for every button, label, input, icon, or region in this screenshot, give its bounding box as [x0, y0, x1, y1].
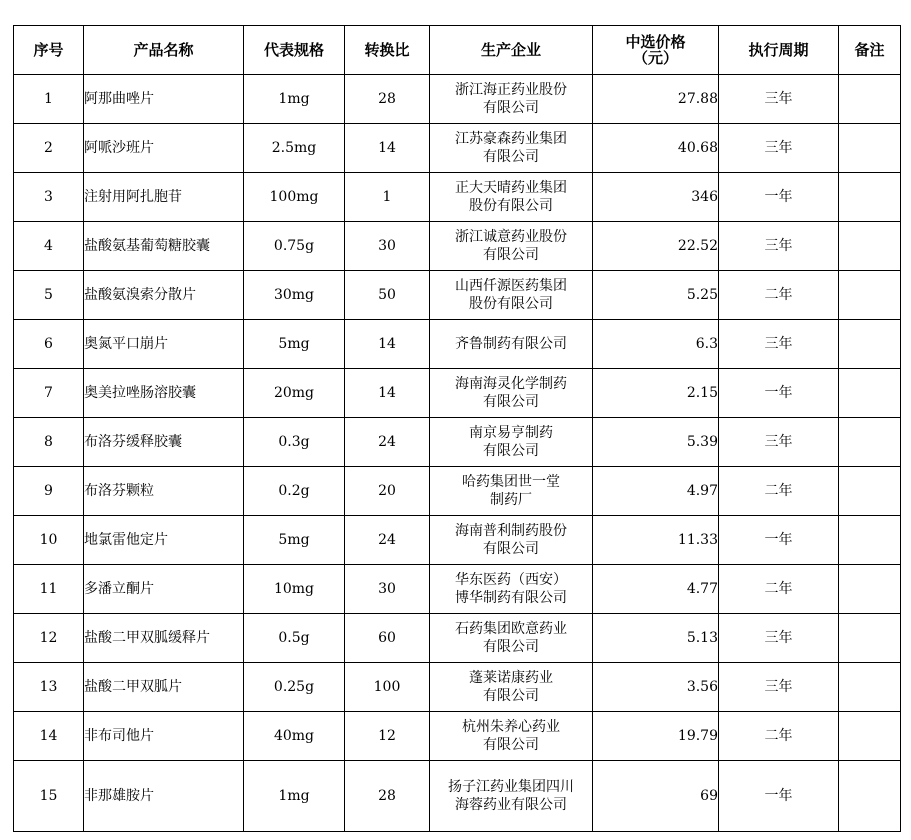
product-name: 盐酸氨溴索分散片	[84, 271, 244, 320]
row-number: 3	[14, 173, 84, 222]
row-number: 1	[14, 75, 84, 124]
spec-cell: 20mg	[244, 369, 345, 418]
row-number: 7	[14, 369, 84, 418]
price-cell: 69	[593, 761, 719, 832]
remark-cell	[839, 467, 901, 516]
table-row	[14, 369, 901, 418]
spec-cell: 2.5mg	[244, 124, 345, 173]
table-row	[14, 467, 901, 516]
table-row	[14, 663, 901, 712]
remark-cell	[839, 663, 901, 712]
price-cell: 3.56	[593, 663, 719, 712]
remark-cell	[839, 320, 901, 369]
spec-cell: 0.5g	[244, 614, 345, 663]
price-cell: 5.39	[593, 418, 719, 467]
table-row	[14, 222, 901, 271]
manufacturer-line2: 有限公司	[483, 688, 539, 704]
price-cell: 27.88	[593, 75, 719, 124]
product-name: 注射用阿扎胞苷	[84, 173, 244, 222]
manufacturer-cell	[430, 320, 593, 369]
manufacturer-line1: 齐鲁制药有限公司	[455, 336, 567, 352]
cycle-cell: 二年	[719, 712, 839, 761]
manufacturer-line2: 博华制药有限公司	[455, 590, 567, 606]
ratio-cell: 14	[345, 124, 430, 173]
spec-cell: 5mg	[244, 516, 345, 565]
manufacturer-cell	[430, 369, 593, 418]
ratio-cell: 20	[345, 467, 430, 516]
manufacturer-cell	[430, 75, 593, 124]
header-ratio: 转换比	[345, 26, 430, 75]
spec-cell: 30mg	[244, 271, 345, 320]
manufacturer-line1: 浙江海正药业股份	[455, 82, 567, 98]
cycle-cell: 一年	[719, 369, 839, 418]
table-row	[14, 614, 901, 663]
spec-cell: 5mg	[244, 320, 345, 369]
price-cell: 4.97	[593, 467, 719, 516]
table-row	[14, 516, 901, 565]
manufacturer-cell	[430, 418, 593, 467]
manufacturer-line1: 石药集团欧意药业	[455, 621, 567, 637]
remark-cell	[839, 614, 901, 663]
table-row	[14, 418, 901, 467]
remark-cell	[839, 222, 901, 271]
manufacturer-line1: 华东医药（西安）	[455, 572, 567, 588]
row-number: 14	[14, 712, 84, 761]
cycle-cell: 二年	[719, 271, 839, 320]
ratio-cell: 60	[345, 614, 430, 663]
ratio-cell: 14	[345, 320, 430, 369]
manufacturer-line2: 海蓉药业有限公司	[455, 797, 567, 813]
header-remark: 备注	[839, 26, 901, 75]
manufacturer-line1: 杭州朱养心药业	[462, 719, 560, 735]
manufacturer-line1: 海南普利制药股份	[455, 523, 567, 539]
product-name: 盐酸二甲双胍缓释片	[84, 614, 244, 663]
ratio-cell: 30	[345, 565, 430, 614]
manufacturer-cell	[430, 761, 593, 832]
remark-cell	[839, 418, 901, 467]
row-number: 13	[14, 663, 84, 712]
table-row	[14, 75, 901, 124]
manufacturer-line1: 扬子江药业集团四川	[448, 779, 574, 795]
header-price	[593, 26, 719, 75]
manufacturer-cell	[430, 173, 593, 222]
manufacturer-line1: 海南海灵化学制药	[455, 376, 567, 392]
manufacturer-line1: 蓬莱诺康药业	[469, 670, 553, 686]
ratio-cell: 24	[345, 418, 430, 467]
row-number: 15	[14, 761, 84, 832]
remark-cell	[839, 565, 901, 614]
remark-cell	[839, 75, 901, 124]
manufacturer-line1: 南京易亨制药	[469, 425, 553, 441]
product-name: 地氯雷他定片	[84, 516, 244, 565]
remark-cell	[839, 124, 901, 173]
price-cell: 346	[593, 173, 719, 222]
spec-cell: 40mg	[244, 712, 345, 761]
manufacturer-line2: 有限公司	[483, 394, 539, 410]
price-cell: 5.25	[593, 271, 719, 320]
cycle-cell: 一年	[719, 516, 839, 565]
spec-cell: 0.75g	[244, 222, 345, 271]
product-name: 多潘立酮片	[84, 565, 244, 614]
cycle-cell: 三年	[719, 663, 839, 712]
product-name: 盐酸二甲双胍片	[84, 663, 244, 712]
product-name: 阿那曲唑片	[84, 75, 244, 124]
manufacturer-line2: 有限公司	[483, 639, 539, 655]
manufacturer-line1: 正大天晴药业集团	[455, 180, 567, 196]
cycle-cell: 三年	[719, 75, 839, 124]
manufacturer-cell	[430, 467, 593, 516]
manufacturer-line2: 有限公司	[483, 100, 539, 116]
row-number: 2	[14, 124, 84, 173]
product-name: 非布司他片	[84, 712, 244, 761]
manufacturer-cell	[430, 712, 593, 761]
table-row	[14, 565, 901, 614]
spec-cell: 1mg	[244, 761, 345, 832]
manufacturer-cell	[430, 516, 593, 565]
price-cell: 40.68	[593, 124, 719, 173]
cycle-cell: 二年	[719, 467, 839, 516]
table-row	[14, 761, 901, 832]
row-number: 8	[14, 418, 84, 467]
table-row	[14, 173, 901, 222]
product-name: 阿哌沙班片	[84, 124, 244, 173]
ratio-cell: 14	[345, 369, 430, 418]
row-number: 5	[14, 271, 84, 320]
table-row	[14, 712, 901, 761]
manufacturer-line2: 制药厂	[490, 492, 532, 508]
spec-cell: 1mg	[244, 75, 345, 124]
price-cell: 6.3	[593, 320, 719, 369]
table-row	[14, 271, 901, 320]
manufacturer-cell	[430, 124, 593, 173]
cycle-cell: 三年	[719, 418, 839, 467]
manufacturer-line2: 有限公司	[483, 247, 539, 263]
row-number: 6	[14, 320, 84, 369]
manufacturer-cell	[430, 663, 593, 712]
header-name: 产品名称	[84, 26, 244, 75]
ratio-cell: 1	[345, 173, 430, 222]
product-name: 奥氮平口崩片	[84, 320, 244, 369]
header-price-line1: 中选价格	[625, 33, 686, 51]
spec-cell: 10mg	[244, 565, 345, 614]
row-number: 4	[14, 222, 84, 271]
header-manufacturer: 生产企业	[430, 26, 593, 75]
drug-price-table	[13, 25, 901, 832]
header-price-line2: （元）	[632, 49, 678, 67]
row-number: 12	[14, 614, 84, 663]
ratio-cell: 50	[345, 271, 430, 320]
product-name: 奥美拉唑肠溶胶囊	[84, 369, 244, 418]
spec-cell: 0.3g	[244, 418, 345, 467]
spec-cell: 0.2g	[244, 467, 345, 516]
ratio-cell: 100	[345, 663, 430, 712]
price-cell: 4.77	[593, 565, 719, 614]
ratio-cell: 28	[345, 75, 430, 124]
price-cell: 5.13	[593, 614, 719, 663]
price-cell: 11.33	[593, 516, 719, 565]
product-name: 盐酸氨基葡萄糖胶囊	[84, 222, 244, 271]
manufacturer-line1: 江苏豪森药业集团	[455, 131, 567, 147]
manufacturer-line1: 山西仟源医药集团	[455, 278, 567, 294]
cycle-cell: 三年	[719, 124, 839, 173]
manufacturer-cell	[430, 271, 593, 320]
manufacturer-line1: 浙江诚意药业股份	[455, 229, 567, 245]
row-number: 11	[14, 565, 84, 614]
ratio-cell: 30	[345, 222, 430, 271]
spec-cell: 0.25g	[244, 663, 345, 712]
manufacturer-cell	[430, 614, 593, 663]
manufacturer-line2: 股份有限公司	[469, 198, 553, 214]
spec-cell: 100mg	[244, 173, 345, 222]
manufacturer-line1: 哈药集团世一堂	[462, 474, 560, 490]
table-row	[14, 320, 901, 369]
row-number: 10	[14, 516, 84, 565]
manufacturer-line2: 有限公司	[483, 149, 539, 165]
price-cell: 2.15	[593, 369, 719, 418]
remark-cell	[839, 369, 901, 418]
cycle-cell: 三年	[719, 614, 839, 663]
ratio-cell: 24	[345, 516, 430, 565]
remark-cell	[839, 271, 901, 320]
remark-cell	[839, 173, 901, 222]
manufacturer-line2: 有限公司	[483, 443, 539, 459]
product-name: 布洛芬颗粒	[84, 467, 244, 516]
manufacturer-line2: 有限公司	[483, 541, 539, 557]
ratio-cell: 12	[345, 712, 430, 761]
cycle-cell: 一年	[719, 173, 839, 222]
manufacturer-line2: 有限公司	[483, 737, 539, 753]
price-cell: 22.52	[593, 222, 719, 271]
row-number: 9	[14, 467, 84, 516]
ratio-cell: 28	[345, 761, 430, 832]
manufacturer-cell	[430, 565, 593, 614]
header-row	[14, 26, 901, 75]
product-name: 非那雄胺片	[84, 761, 244, 832]
remark-cell	[839, 761, 901, 832]
remark-cell	[839, 516, 901, 565]
price-cell: 19.79	[593, 712, 719, 761]
header-spec: 代表规格	[244, 26, 345, 75]
manufacturer-line2: 股份有限公司	[469, 296, 553, 312]
header-cycle: 执行周期	[719, 26, 839, 75]
cycle-cell: 一年	[719, 761, 839, 832]
remark-cell	[839, 712, 901, 761]
product-name: 布洛芬缓释胶囊	[84, 418, 244, 467]
header-no: 序号	[14, 26, 84, 75]
manufacturer-cell	[430, 222, 593, 271]
table-row	[14, 124, 901, 173]
cycle-cell: 二年	[719, 565, 839, 614]
cycle-cell: 三年	[719, 222, 839, 271]
cycle-cell: 三年	[719, 320, 839, 369]
